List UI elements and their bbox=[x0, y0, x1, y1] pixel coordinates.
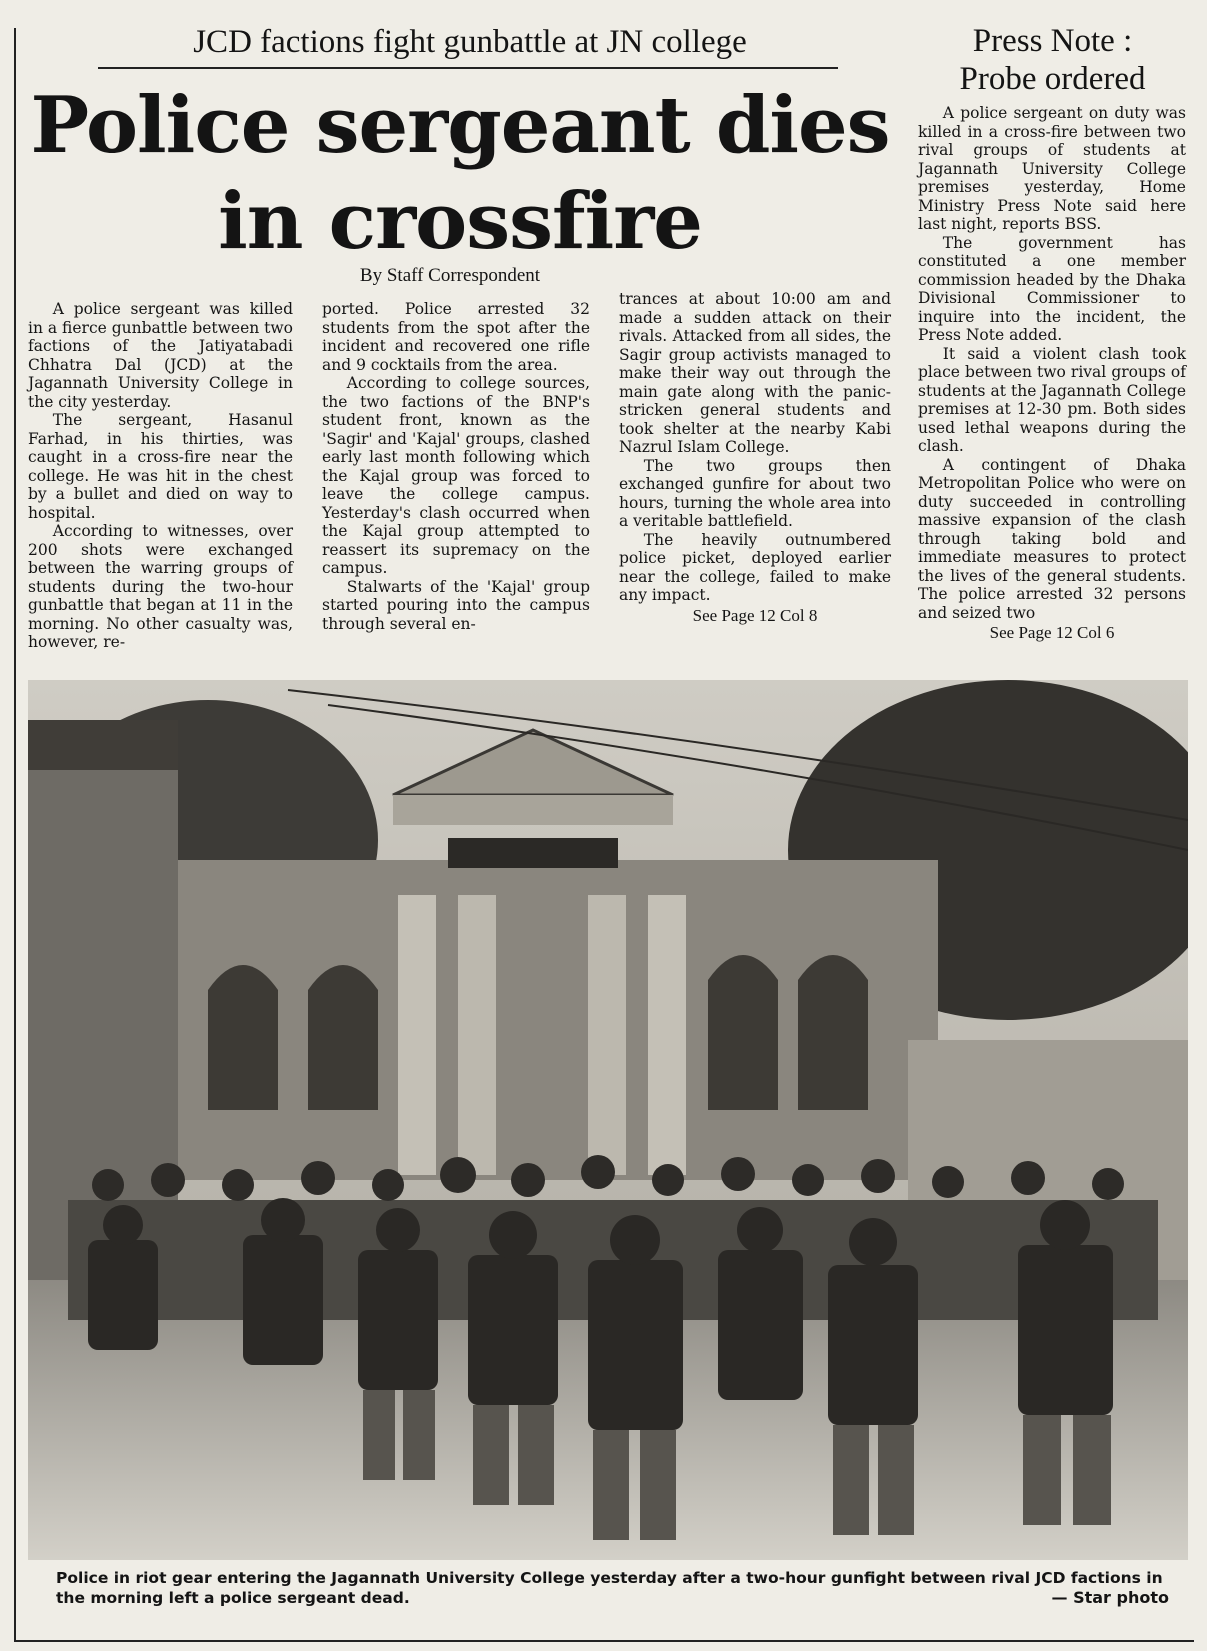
news-photo bbox=[28, 680, 1188, 1560]
story-column-2 bbox=[322, 300, 590, 633]
sidebar-paragraph: The government has constituted a one member commission headed by the Dhaka Divisional Commissioner to inquire into the incident, the Press Note added. bbox=[918, 233, 1186, 344]
headline-line-2: in crossfire bbox=[218, 176, 702, 267]
story-paragraph: Stalwarts of the 'Kajal' group started pouring into the campus through several en- bbox=[322, 577, 590, 633]
sidebar-headline-line-2: Probe ordered bbox=[959, 61, 1146, 97]
sidebar-headline bbox=[920, 22, 1185, 98]
story-paragraph: The heavily outnumbered police picket, deployed earlier near the college, failed to make any impact. bbox=[619, 530, 891, 604]
story-paragraph: According to college sources, the two factions of the BNP's student front, known as the 'Sagir' and 'Kajal' groups, clashed early last month following which the Kajal group was forced to leave the college campus. Yesterday's clash occurred when the Kajal group attempted to reassert its supremacy on the campus. bbox=[322, 374, 590, 577]
sidebar-paragraph: It said a violent clash took place between two rival groups of students at the Jagannath College premises at 12-30 pm. Both sides used lethal weapons during the clash. bbox=[918, 344, 1186, 455]
headline-line-1: Police sergeant dies bbox=[30, 80, 890, 171]
sidebar-headline-line-1: Press Note : bbox=[972, 23, 1133, 59]
main-headline bbox=[20, 78, 900, 270]
sidebar-column bbox=[918, 104, 1186, 643]
story-column-1 bbox=[28, 300, 293, 652]
story-paragraph: The two groups then exchanged gunfire for about two hours, turning the whole area into a veritable battlefield. bbox=[619, 456, 891, 530]
byline: By Staff Correspondent bbox=[359, 265, 541, 286]
story-paragraph: A police sergeant was killed in a fierce gunbattle between two factions of the Jatiyatabadi Chhatra Dal (JCD) at the Jagannath University College in the city yesterday. bbox=[28, 300, 293, 411]
photo-caption: Police in riot gear entering the Jagannath University College yesterday after a two-hour gunfight between rival JCD factions in the morning left a police sergeant dead. bbox=[56, 1569, 1163, 1607]
story-jump-line: See Page 12 Col 8 bbox=[692, 605, 818, 625]
story-paragraph: trances at about 10:00 am and made a sudden attack on their rivals. Attacked from all sides, the Sagir group activists managed to make their way out through the main gate along with the panic-stricken general students and took shelter at the nearby Kabi Nazrul Islam College. bbox=[619, 290, 891, 456]
kicker-rule bbox=[98, 67, 838, 69]
photo-illustration bbox=[28, 680, 1188, 1560]
story-paragraph: ported. Police arrested 32 students from the spot after the incident and recovered one rifle and 9 cocktails from the area. bbox=[322, 300, 590, 374]
kicker-headline: JCD factions fight gunbattle at JN college bbox=[193, 24, 747, 60]
story-paragraph: According to witnesses, over 200 shots were exchanged between the warring groups of students during the two-hour gunbattle that began at 11 in the morning. No other casualty was, however, re- bbox=[28, 522, 293, 651]
story-paragraph: The sergeant, Hasanul Farhad, in his thirties, was caught in a cross-fire near the college. He was hit in the chest by a bullet and died on way to hospital. bbox=[28, 411, 293, 522]
photo-credit: — Star photo bbox=[1051, 1588, 1169, 1607]
sidebar-jump-line: See Page 12 Col 6 bbox=[989, 623, 1115, 642]
sidebar-paragraph: A police sergeant on duty was killed in a cross-fire between two rival groups of students at Jagannath University College premises yesterday, Home Ministry Press Note said here last night, reports BSS. bbox=[918, 104, 1186, 233]
story-column-3 bbox=[619, 290, 891, 625]
sidebar-paragraph: A contingent of Dhaka Metropolitan Police who were on duty succeeded in controlling massive expansion of the clash through taking bold and immediate measures to protect the lives of the general students. The police arrested 32 persons and seized two bbox=[918, 455, 1186, 622]
